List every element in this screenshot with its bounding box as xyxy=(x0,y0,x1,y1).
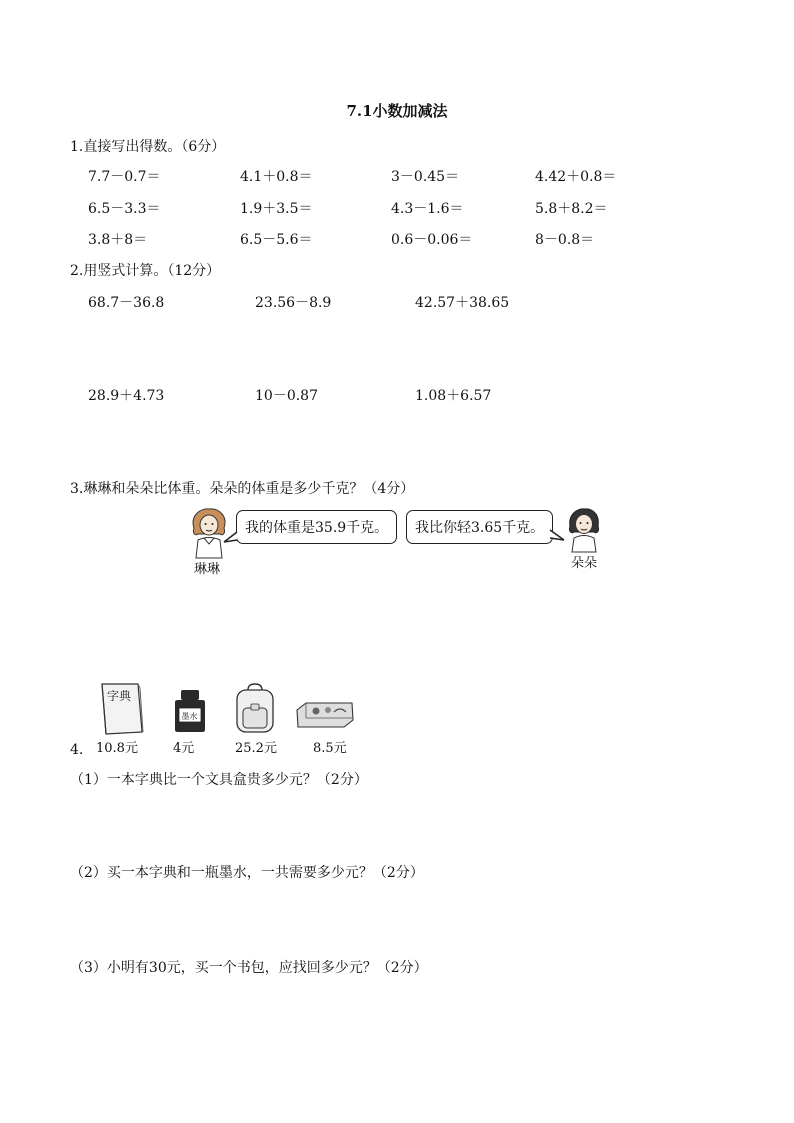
ink-bottle-icon xyxy=(170,688,210,734)
q2-heading: 2.用竖式计算。（12分） xyxy=(70,263,221,279)
q1-item: 7.7－0.7＝ xyxy=(88,169,161,185)
speech-bubble-right: 我比你轻3.65千克。 xyxy=(406,510,553,544)
price-dictionary: 10.8元 xyxy=(96,741,138,756)
q4-sub-question: （1）一本字典比一个文具盒贵多少元？（2分） xyxy=(70,772,368,788)
q4-sub-question: （3）小明有30元，买一个书包，应找回多少元？（2分） xyxy=(70,960,428,976)
q2-item: 28.9＋4.73 xyxy=(88,388,165,404)
q1-heading: 1.直接写出得数。（6分） xyxy=(70,139,226,155)
price-pencil-case: 8.5元 xyxy=(313,741,347,756)
q1-item: 4.1＋0.8＝ xyxy=(240,169,313,185)
pencil-case-icon xyxy=(294,700,356,730)
q2-item: 10－0.87 xyxy=(255,388,318,404)
q4-number: 4. xyxy=(70,742,84,758)
q1-item: 0.6－0.06＝ xyxy=(391,232,473,248)
dictionary-icon xyxy=(96,682,144,736)
speech-bubble-left: 我的体重是35.9千克。 xyxy=(236,510,397,544)
price-ink: 4元 xyxy=(173,741,195,756)
q1-item: 4.3－1.6＝ xyxy=(391,201,464,217)
q2-item: 23.56－8.9 xyxy=(255,295,332,311)
bubble-tail-left-icon xyxy=(222,530,240,546)
q2-item: 68.7－36.8 xyxy=(88,295,165,311)
backpack-icon xyxy=(232,682,278,734)
q2-item: 42.57＋38.65 xyxy=(415,295,510,311)
name-linlin: 琳琳 xyxy=(194,562,221,577)
page-title: 7.1小数加减法 xyxy=(346,102,448,120)
q1-item: 8－0.8＝ xyxy=(535,232,595,248)
q2-item: 1.08＋6.57 xyxy=(415,388,492,404)
dictionary-label: 字典 xyxy=(107,689,132,703)
q4-sub-question: （2）买一本字典和一瓶墨水，一共需要多少元？（2分） xyxy=(70,865,424,881)
q1-item: 6.5－5.6＝ xyxy=(240,232,313,248)
q1-item: 4.42＋0.8＝ xyxy=(535,169,617,185)
q1-item: 6.5－3.3＝ xyxy=(88,201,161,217)
price-backpack: 25.2元 xyxy=(235,741,277,756)
q1-item: 5.8＋8.2＝ xyxy=(535,201,608,217)
q1-item: 1.9＋3.5＝ xyxy=(240,201,313,217)
q1-item: 3－0.45＝ xyxy=(391,169,460,185)
ink-label: 墨水 xyxy=(181,712,198,721)
name-duoduo: 朵朵 xyxy=(571,556,598,571)
q3-heading: 3.琳琳和朵朵比体重。朵朵的体重是多少千克？（4分） xyxy=(70,481,415,497)
girl-duoduo-icon xyxy=(562,506,606,554)
q1-item: 3.8＋8＝ xyxy=(88,232,148,248)
